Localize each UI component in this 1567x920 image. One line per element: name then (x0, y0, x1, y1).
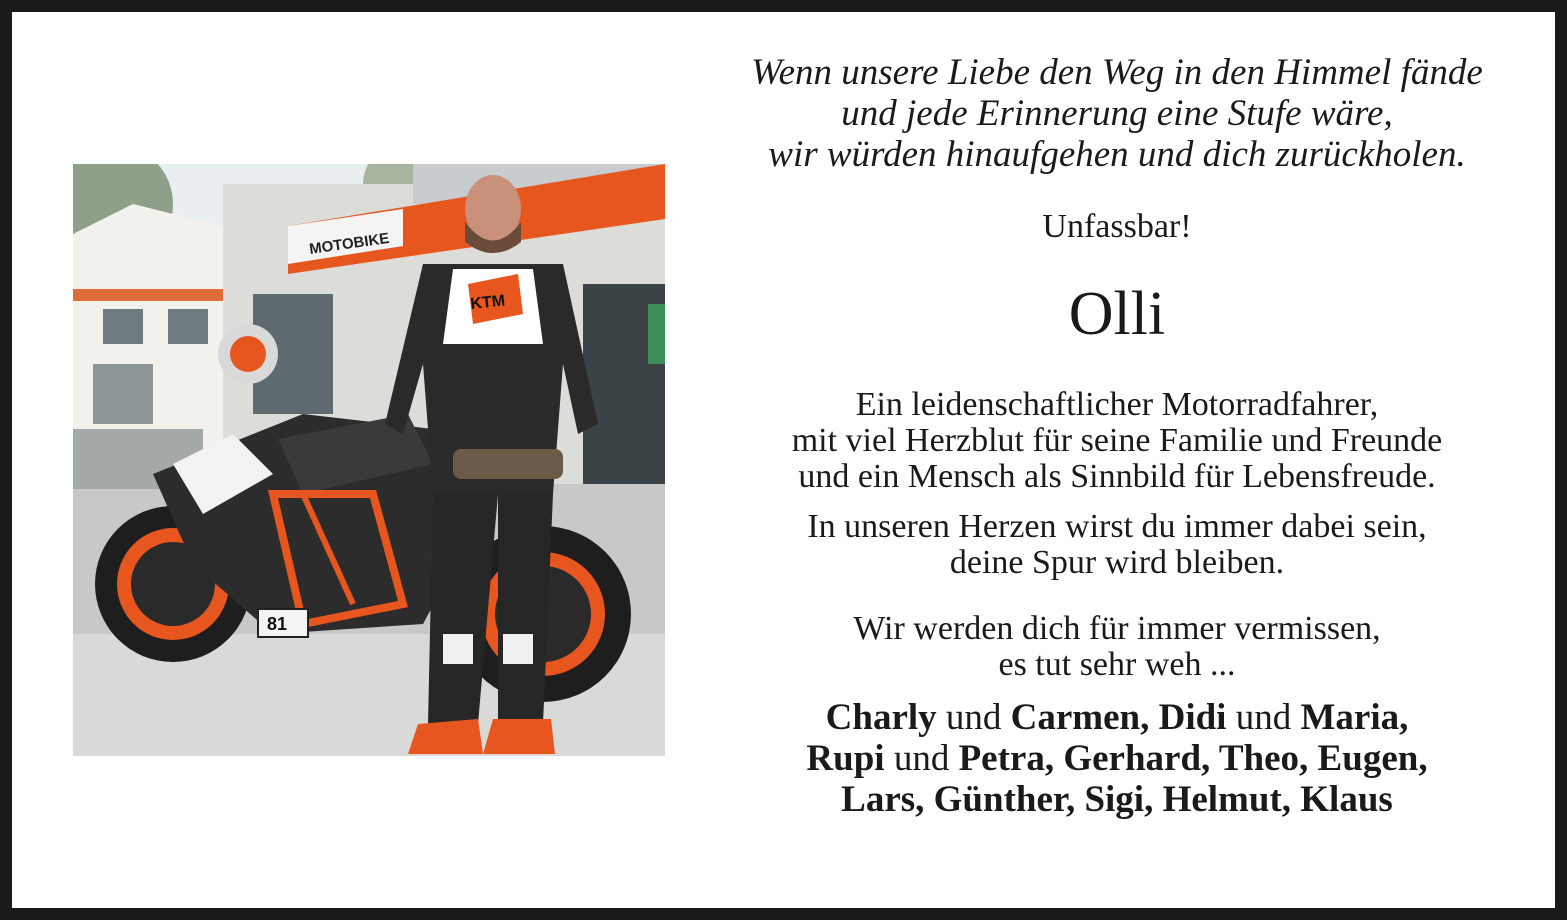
poem (692, 52, 1542, 175)
obituary-text (692, 52, 1542, 820)
exclamation: Unfassbar! (1042, 208, 1192, 245)
mourners-line-2 (692, 738, 1542, 779)
mourners-line-1 (692, 697, 1542, 738)
mourner-name: Carmen, (1010, 697, 1159, 738)
mourner-name: Maria, (1300, 697, 1409, 738)
mourners-line-3: Lars, Günther, Sigi, Helmut, Klaus (841, 779, 1393, 820)
shop-sign: MOTOBIKE (308, 229, 391, 258)
farewell-line: Wir werden dich für immer vermissen, (853, 610, 1381, 647)
tribute-line: mit viel Herzblut für seine Familie und Freunde (791, 422, 1443, 459)
suit-logo: KTM (469, 292, 506, 313)
tribute-line: und ein Mensch als Sinnbild für Lebensfreude. (798, 458, 1436, 495)
tribute-text (692, 387, 1542, 683)
poem-line: wir würden hinaufgehen und dich zurückholen. (768, 134, 1466, 175)
tribute-line: Ein leidenschaftlicher Motorradfahrer, (855, 386, 1379, 423)
memory-line: In unseren Herzen wirst du immer dabei sein, (807, 508, 1427, 545)
poem-line: und jede Erinnerung eine Stufe wäre, (841, 93, 1393, 134)
connector: und (1226, 697, 1301, 738)
deceased-name: Olli (1068, 280, 1166, 348)
connector: und (936, 697, 1011, 738)
farewell-line: es tut sehr weh ... (998, 646, 1236, 683)
memory-line: deine Spur wird bleiben. (949, 544, 1285, 581)
mourner-name: Petra, Gerhard, Theo, Eugen, (958, 738, 1428, 779)
mourner-name: Charly (825, 697, 937, 738)
mourners-list (692, 697, 1542, 820)
mourner-name: Rupi (806, 738, 885, 779)
memorial-photo (73, 164, 665, 756)
connector: und (884, 738, 959, 779)
poem-line: Wenn unsere Liebe den Weg in den Himmel fände (751, 52, 1483, 93)
mourner-name: Didi (1158, 697, 1227, 738)
bike-number: 81 (267, 614, 288, 634)
